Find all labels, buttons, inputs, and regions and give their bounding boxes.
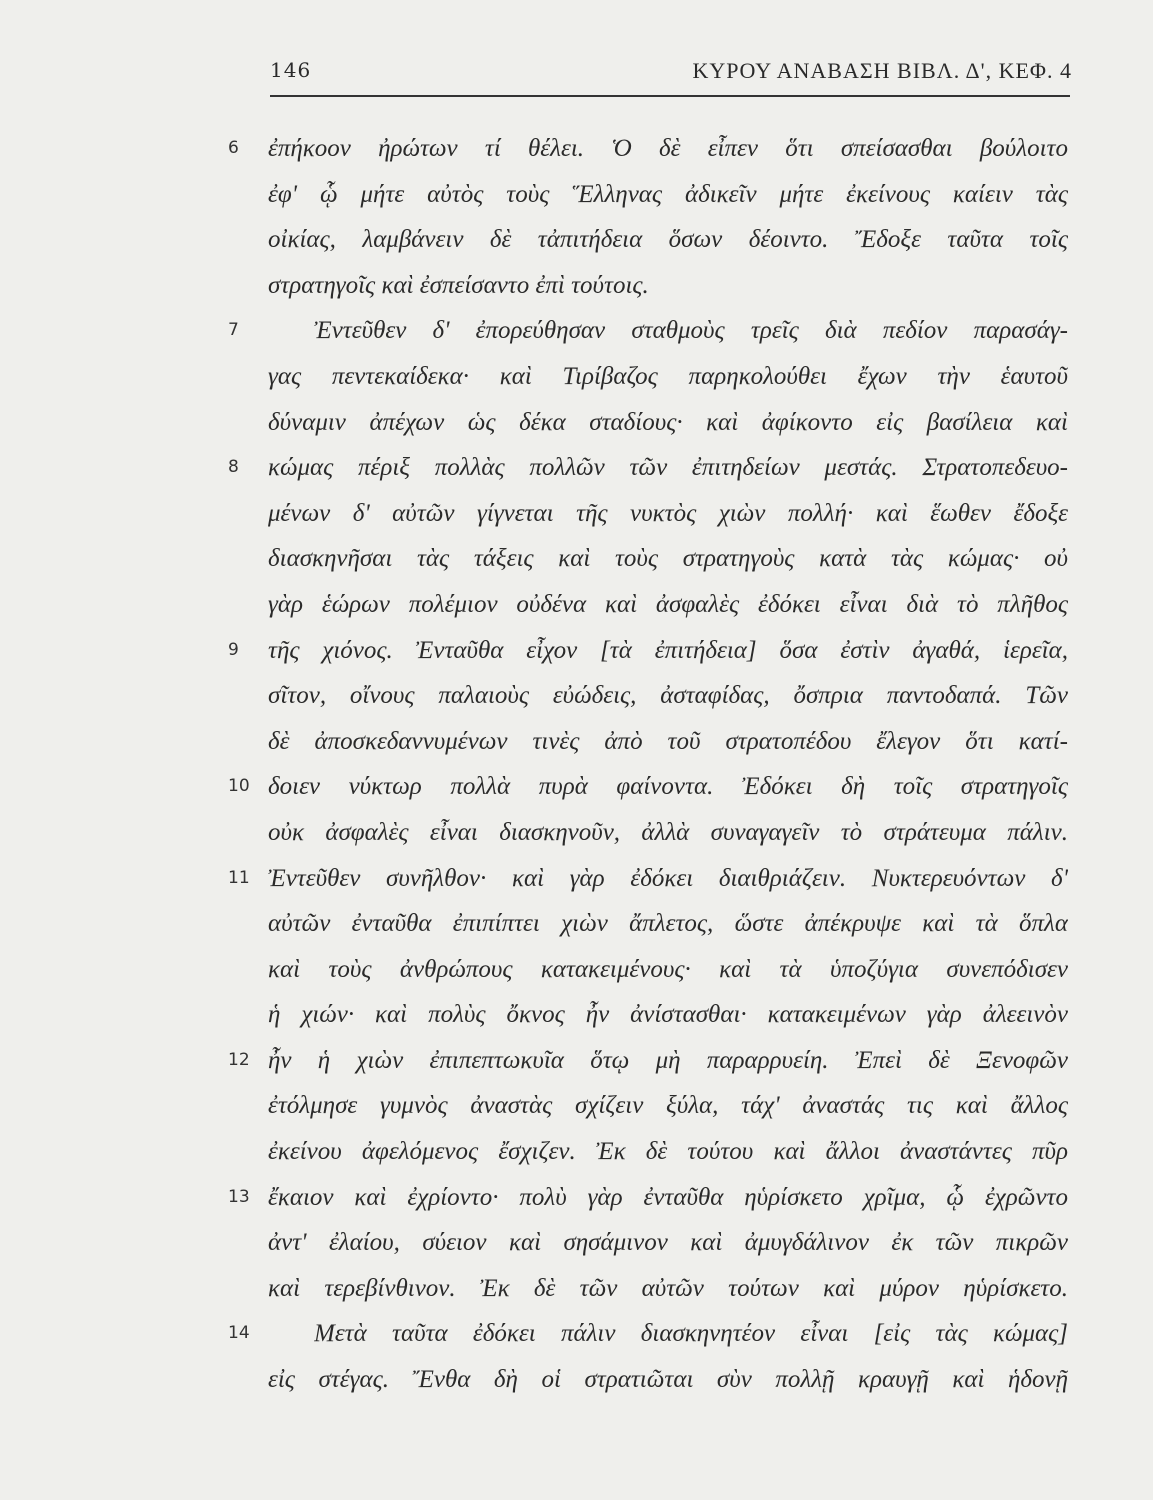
line-text: ἡ χιών· καὶ πολὺς ὄκνος ἦν ἀνίστασθαι· κατακειμένων γὰρ ἀλεεινὸν — [268, 1001, 1068, 1029]
line-text: μένων δ' αὐτῶν γίγνεται τῆς νυκτὸς χιὼν πολλή· καὶ ἕωθεν ἔδοξε — [268, 499, 1068, 527]
line-text: Ἐντεῦθεν δ' ἐπορεύθησαν σταθμοὺς τρεῖς διὰ πεδίον παρασάγ- — [314, 317, 1068, 345]
running-title: ΚΥΡΟΥ ΑΝΑΒΑΣΗ ΒΙΒΛ. Δ', ΚΕΦ. 4 — [692, 58, 1072, 83]
line-text: δὲ ἀποσκεδαννυμένων τινὲς ἀπὸ τοῦ στρατοπέδου ἔλεγον ὅτι κατί- — [268, 727, 1068, 755]
text-line — [228, 719, 1078, 765]
text-line — [228, 582, 1078, 628]
text-line — [228, 673, 1078, 719]
section-number: 8 — [228, 457, 239, 478]
line-text: καὶ τοὺς ἀνθρώπους κατακειμένους· καὶ τὰ ὑποζύγια συνεπόδισεν — [268, 955, 1068, 983]
text-line — [228, 217, 1078, 263]
text-line — [228, 491, 1078, 537]
line-text: Μετὰ ταῦτα ἐδόκει πάλιν διασκηνητέον εἶναι [εἰς τὰς κώμας] — [314, 1320, 1068, 1348]
line-text: σῖτον, οἴνους παλαιοὺς εὐώδεις, ἀσταφίδας, ὄσπρια παντοδαπά. Τῶν — [268, 682, 1068, 710]
greek-text-block — [228, 126, 1078, 1403]
text-line — [228, 263, 1078, 309]
text-line — [228, 308, 1078, 354]
section-number: 9 — [228, 639, 239, 660]
line-text: εἰς στέγας. Ἔνθα δὴ οἱ στρατιῶται σὺν πολλῇ κραυγῇ καὶ ἡδονῇ — [268, 1366, 1068, 1394]
section-number: 7 — [228, 320, 239, 341]
line-text: αὐτῶν ἐνταῦθα ἐπιπίπτει χιὼν ἄπλετος, ὥστε ἀπέκρυψε καὶ τὰ ὅπλα — [268, 910, 1068, 938]
text-line — [228, 947, 1078, 993]
line-text: οὐκ ἀσφαλὲς εἶναι διασκηνοῦν, ἀλλὰ συναγαγεῖν τὸ στράτευμα πάλιν. — [268, 818, 1068, 846]
line-text: γας πεντεκαίδεκα· καὶ Τιρίβαζος παρηκολούθει ἔχων τὴν ἑαυτοῦ — [268, 362, 1068, 390]
section-number: 10 — [228, 776, 250, 797]
section-number: 14 — [228, 1323, 250, 1344]
text-line — [228, 536, 1078, 582]
text-line — [228, 354, 1078, 400]
line-text: οἰκίας, λαμβάνειν δὲ τἀπιτήδεια ὅσων δέοιντο. Ἔδοξε ταῦτα τοῖς — [268, 226, 1068, 254]
section-number: 11 — [228, 867, 250, 888]
section-number: 13 — [228, 1186, 250, 1207]
section-number: 12 — [228, 1049, 250, 1070]
page-number: 146 — [270, 58, 312, 82]
text-line — [228, 856, 1078, 902]
line-text: κώμας πέριξ πολλὰς πολλῶν τῶν ἐπιτηδείων μεστάς. Στρατοπεδευο- — [268, 454, 1068, 482]
line-text: καὶ τερεβίνθινον. Ἐκ δὲ τῶν αὐτῶν τούτων καὶ μύρον ηὑρίσκετο. — [268, 1274, 1068, 1302]
line-text: γὰρ ἑώρων πολέμιον οὐδένα καὶ ἀσφαλὲς ἐδόκει εἶναι διὰ τὸ πλῆθος — [268, 590, 1068, 618]
text-line — [228, 901, 1078, 947]
running-head — [270, 58, 1072, 92]
line-text: στρατηγοῖς καὶ ἐσπείσαντο ἐπὶ τούτοις. — [268, 271, 649, 299]
section-number: 6 — [228, 138, 239, 158]
text-line — [228, 126, 1078, 172]
line-text: ἐκείνου ἀφελόμενος ἔσχιζεν. Ἐκ δὲ τούτου καὶ ἄλλοι ἀναστάντες πῦρ — [268, 1138, 1068, 1166]
line-text: δοιεν νύκτωρ πολλὰ πυρὰ φαίνοντα. Ἐδόκει δὴ τοῖς στρατηγοῖς — [268, 773, 1068, 801]
line-text: ἐπήκοον ἠρώτων τί θέλει. Ὁ δὲ εἶπεν ὅτι σπείσασθαι βούλοιτο — [268, 135, 1068, 162]
text-line — [228, 172, 1078, 218]
text-line — [228, 1175, 1078, 1221]
text-line — [228, 992, 1078, 1038]
text-line — [228, 1220, 1078, 1266]
text-line — [228, 1266, 1078, 1312]
text-line — [228, 628, 1078, 674]
text-line — [228, 764, 1078, 810]
line-text: ἐφ' ᾧ μήτε αὐτὸς τοὺς Ἕλληνας ἀδικεῖν μήτε ἐκείνους καίειν τὰς — [268, 180, 1068, 208]
line-text: διασκηνῆσαι τὰς τάξεις καὶ τοὺς στρατηγοὺς κατὰ τὰς κώμας· οὐ — [268, 545, 1068, 573]
line-text: ἀντ' ἐλαίου, σύειον καὶ σησάμινον καὶ ἀμυγδάλινον ἐκ τῶν πικρῶν — [268, 1229, 1068, 1257]
line-text: ἔκαιον καὶ ἐχρίοντο· πολὺ γὰρ ἐνταῦθα ηὑρίσκετο χρῖμα, ᾧ ἐχρῶντο — [268, 1183, 1068, 1211]
line-text: ἦν ἡ χιὼν ἐπιπεπτωκυῖα ὅτῳ μὴ παραρρυείη. Ἐπεὶ δὲ Ξενοφῶν — [268, 1046, 1068, 1074]
text-line — [228, 400, 1078, 446]
line-text: τῆς χιόνος. Ἐνταῦθα εἶχον [τὰ ἐπιτήδεια] ὅσα ἐστὶν ἀγαθά, ἱερεῖα, — [268, 636, 1068, 664]
text-line — [228, 1357, 1078, 1403]
text-line — [228, 1311, 1078, 1357]
line-text: δύναμιν ἀπέχων ὡς δέκα σταδίους· καὶ ἀφίκοντο εἰς βασίλεια καὶ — [268, 408, 1068, 436]
header-rule — [270, 95, 1070, 97]
line-text: Ἐντεῦθεν συνῆλθον· καὶ γὰρ ἐδόκει διαιθριάζειν. Νυκτερευόντων δ' — [268, 864, 1068, 892]
text-line — [228, 1129, 1078, 1175]
text-line — [228, 445, 1078, 491]
text-line — [228, 810, 1078, 856]
text-line — [228, 1038, 1078, 1084]
line-text: ἐτόλμησε γυμνὸς ἀναστὰς σχίζειν ξύλα, τάχ' ἀναστάς τις καὶ ἄλλος — [268, 1092, 1068, 1120]
text-line — [228, 1083, 1078, 1129]
